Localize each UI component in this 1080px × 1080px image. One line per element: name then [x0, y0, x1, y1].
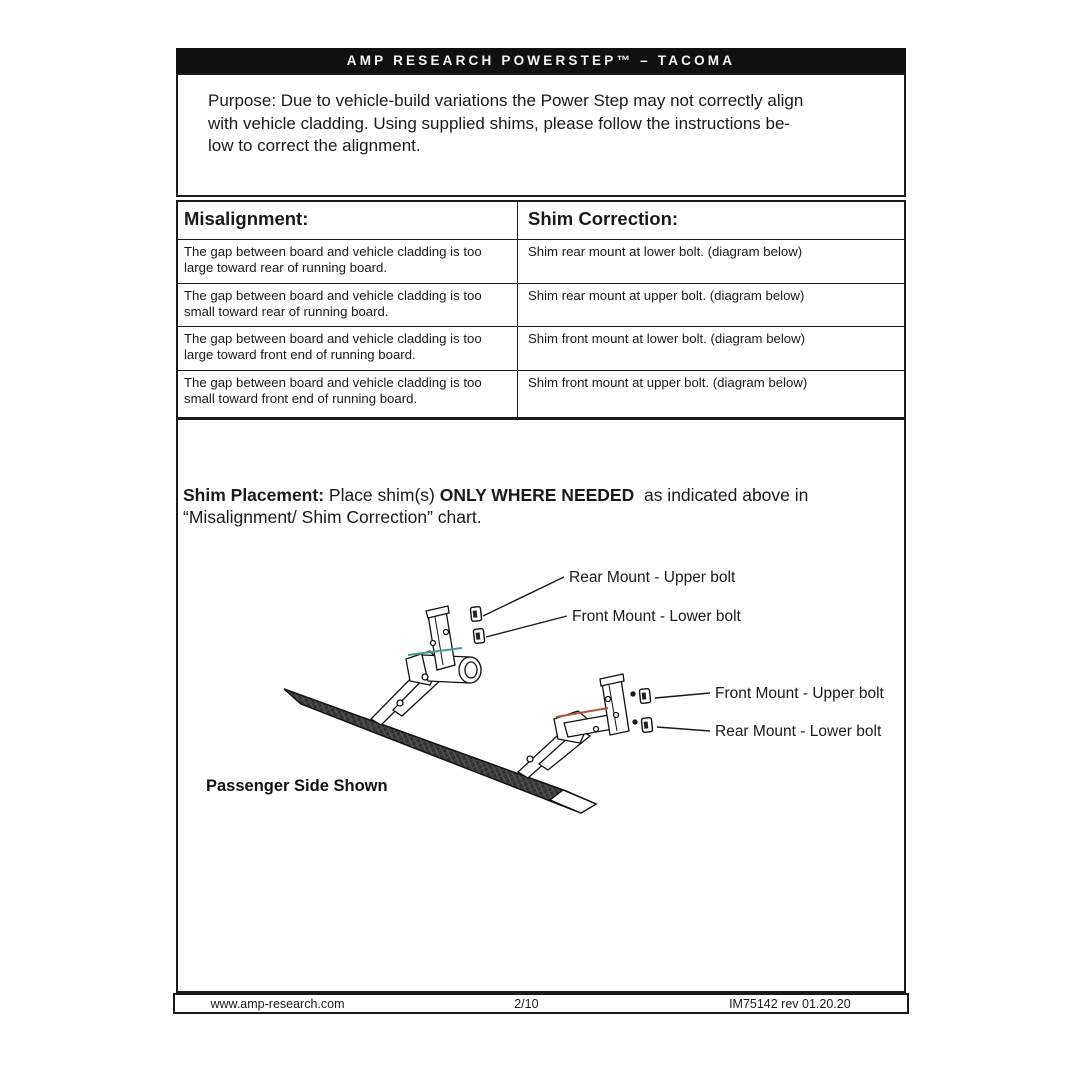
- shim-placement-body: Place shim(s): [324, 485, 440, 505]
- page-header-bar: [176, 48, 906, 73]
- correction-cell: Shim rear mount at lower bolt. (diagram below): [528, 244, 803, 259]
- correction-cell: Shim front mount at upper bolt. (diagram below): [528, 375, 808, 390]
- table-row: [178, 327, 904, 371]
- shim-placement-section: [176, 417, 906, 993]
- shim-placement-body2: as indicated above in “Misalignment/ Shim Correction” chart.: [183, 485, 814, 527]
- purpose-line: with vehicle cladding. Using supplied shims, please follow the instructions be-: [208, 113, 791, 133]
- shim-icon: [473, 629, 484, 644]
- misalignment-cell: The gap between board and vehicle cladding is too small toward front end of running board.: [178, 371, 518, 418]
- purpose-box: [176, 73, 906, 197]
- rear-mount-graphic: [518, 674, 637, 778]
- purpose-line: Purpose: Due to vehicle-build variations the Power Step may not correctly align: [208, 91, 804, 110]
- table-row: [178, 371, 904, 418]
- footer-website: www.amp-research.com: [210, 996, 345, 1011]
- misalignment-cell: The gap between board and vehicle cladding is too large toward front end of running board.: [178, 327, 518, 370]
- col-header-shim-correction: Shim Correction:: [528, 208, 679, 229]
- purpose-line: low to correct the alignment.: [208, 136, 421, 155]
- shim-emphasis: ONLY WHERE NEEDED: [439, 485, 635, 505]
- manual-page: [176, 48, 906, 1013]
- label-rear-mount-lower-bolt: Rear Mount - Lower bolt: [715, 723, 882, 740]
- shim-icon: [639, 689, 650, 704]
- misalignment-cell: The gap between board and vehicle cladding is too small toward rear of running board.: [178, 284, 518, 326]
- misalignment-table: [176, 200, 906, 420]
- shim-placement-label: Shim Placement:: [183, 485, 325, 505]
- label-front-mount-lower-bolt: Front Mount - Lower bolt: [572, 608, 741, 625]
- diagram-caption: Passenger Side Shown: [206, 777, 388, 795]
- table-row: [178, 240, 904, 284]
- page-footer: [173, 993, 909, 1014]
- leader-lines: [483, 577, 710, 731]
- shim-icon: [470, 607, 481, 622]
- page-title: AMP RESEARCH POWERSTEP™ – TACOMA: [346, 53, 736, 68]
- label-rear-mount-upper-bolt: Rear Mount - Upper bolt: [569, 569, 736, 586]
- col-header-misalignment: Misalignment:: [178, 202, 518, 239]
- label-front-mount-upper-bolt: Front Mount - Upper bolt: [715, 685, 884, 702]
- table-row: [178, 284, 904, 327]
- footer-revision: IM75142 rev 01.20.20: [729, 996, 851, 1011]
- correction-cell: Shim front mount at lower bolt. (diagram below): [528, 331, 806, 346]
- powerstep-diagram: [178, 419, 904, 991]
- shim-icon: [641, 718, 652, 733]
- misalignment-cell: The gap between board and vehicle cladding is too large toward rear of running board.: [178, 240, 518, 283]
- table-header-row: [178, 202, 904, 240]
- front-mount-graphic: [371, 606, 481, 725]
- footer-page-number: 2/10: [514, 996, 539, 1011]
- purpose-text: [208, 90, 886, 158]
- correction-cell: Shim rear mount at upper bolt. (diagram below): [528, 288, 805, 303]
